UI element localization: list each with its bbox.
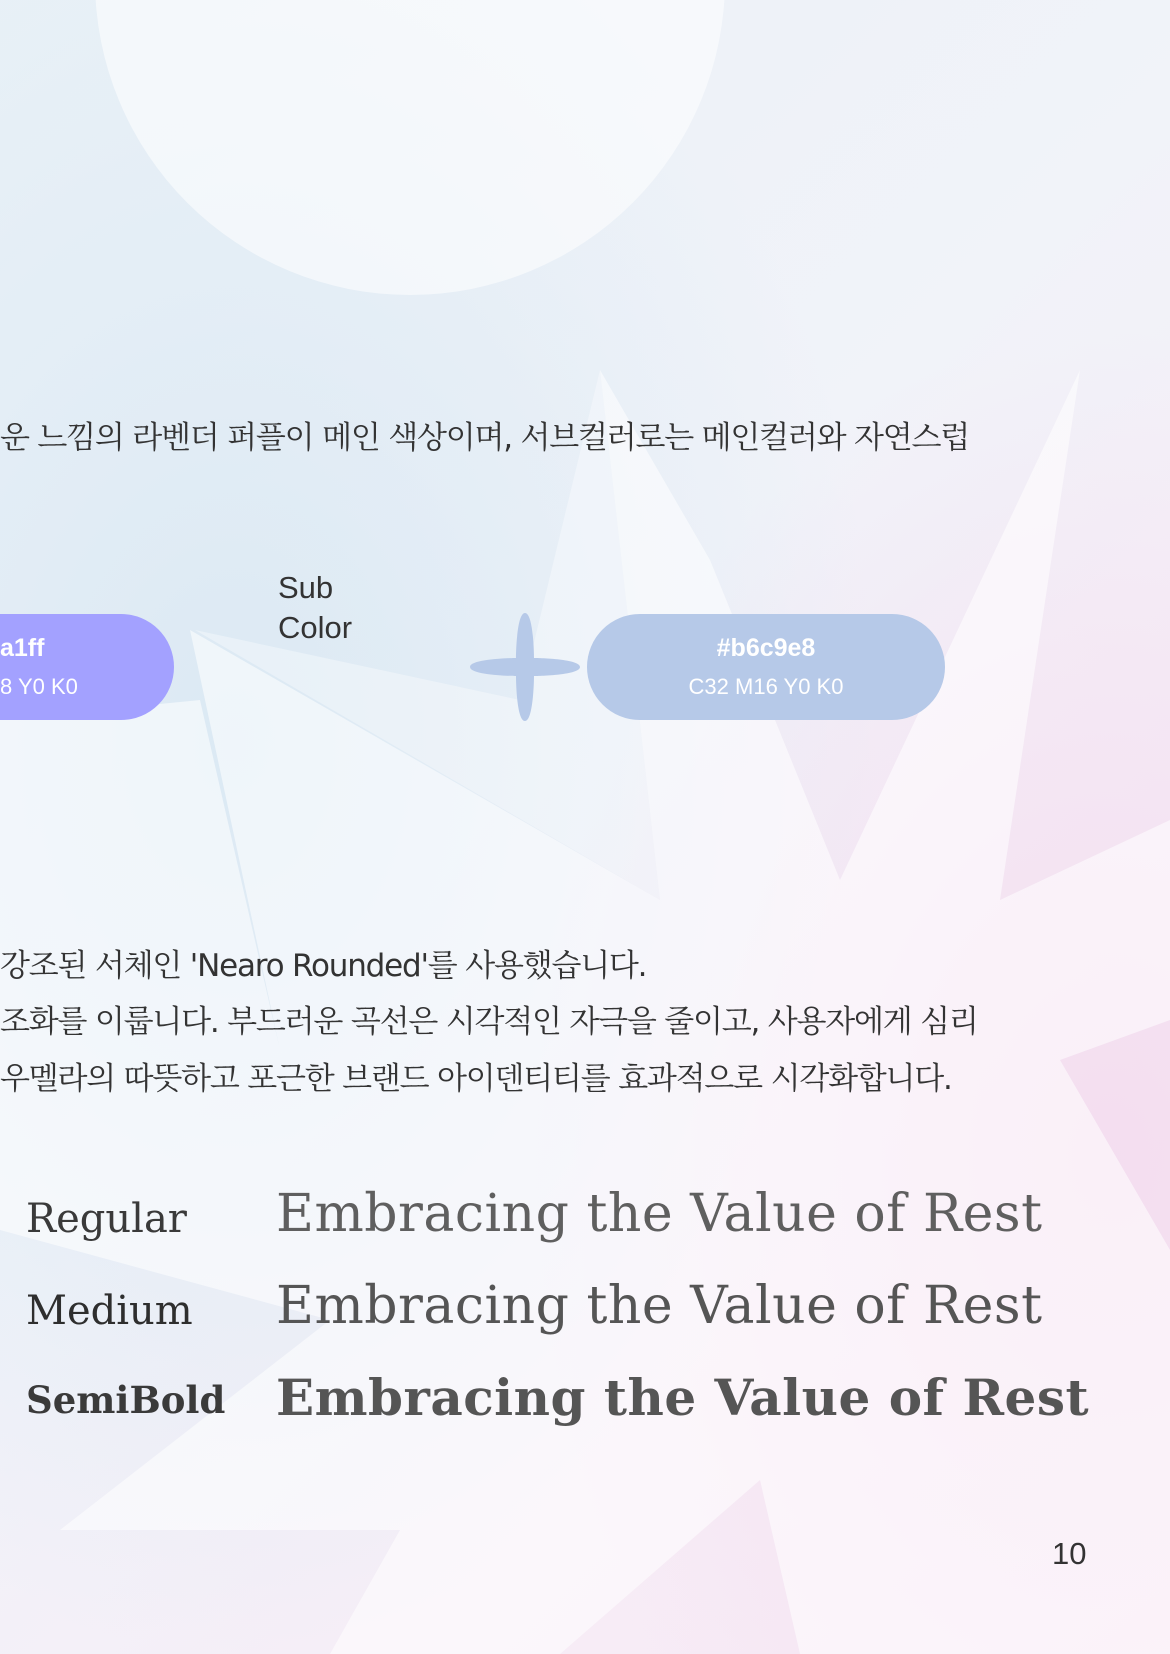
font-sample-semibold: Embracing the Value of Rest bbox=[276, 1368, 1090, 1427]
sub-color-swatch bbox=[587, 614, 945, 720]
main-color-cmyk: 8 Y0 K0 bbox=[0, 674, 78, 699]
weight-label-medium: Medium bbox=[26, 1288, 193, 1334]
weight-label-regular: Regular bbox=[26, 1196, 187, 1242]
weight-label-semibold: SemiBold bbox=[26, 1378, 226, 1422]
font-sample-medium: Embracing the Value of Rest bbox=[276, 1276, 1043, 1336]
sub-color-label-line2: Color bbox=[278, 610, 353, 645]
font-description-line-1: 강조된 서체인 'Nearo Rounded'를 사용했습니다. bbox=[0, 948, 647, 984]
font-sample-regular: Embracing the Value of Rest bbox=[276, 1184, 1043, 1244]
sub-color-label bbox=[278, 568, 352, 648]
sub-color-cmyk: C32 M16 Y0 K0 bbox=[688, 674, 844, 699]
sparkle-plus-icon bbox=[470, 613, 580, 721]
main-color-swatch bbox=[0, 614, 174, 720]
font-description-line-2: 조화를 이룹니다. 부드러운 곡선은 시각적인 자극을 줄이고, 사용자에게 심리 bbox=[0, 1004, 978, 1040]
page-number: 10 bbox=[1052, 1536, 1087, 1571]
main-color-hex: a1ff bbox=[0, 634, 45, 662]
sub-color-hex: #b6c9e8 bbox=[716, 634, 816, 662]
font-description-line-3: 우멜라의 따뜻하고 포근한 브랜드 아이덴티티를 효과적으로 시각화합니다. bbox=[0, 1061, 952, 1097]
sub-color-label-line1: Sub bbox=[278, 570, 334, 605]
color-intro-text: 운 느낌의 라벤더 퍼플이 메인 색상이며, 서브컬러로는 메인컬러와 자연스럽 bbox=[0, 420, 970, 456]
